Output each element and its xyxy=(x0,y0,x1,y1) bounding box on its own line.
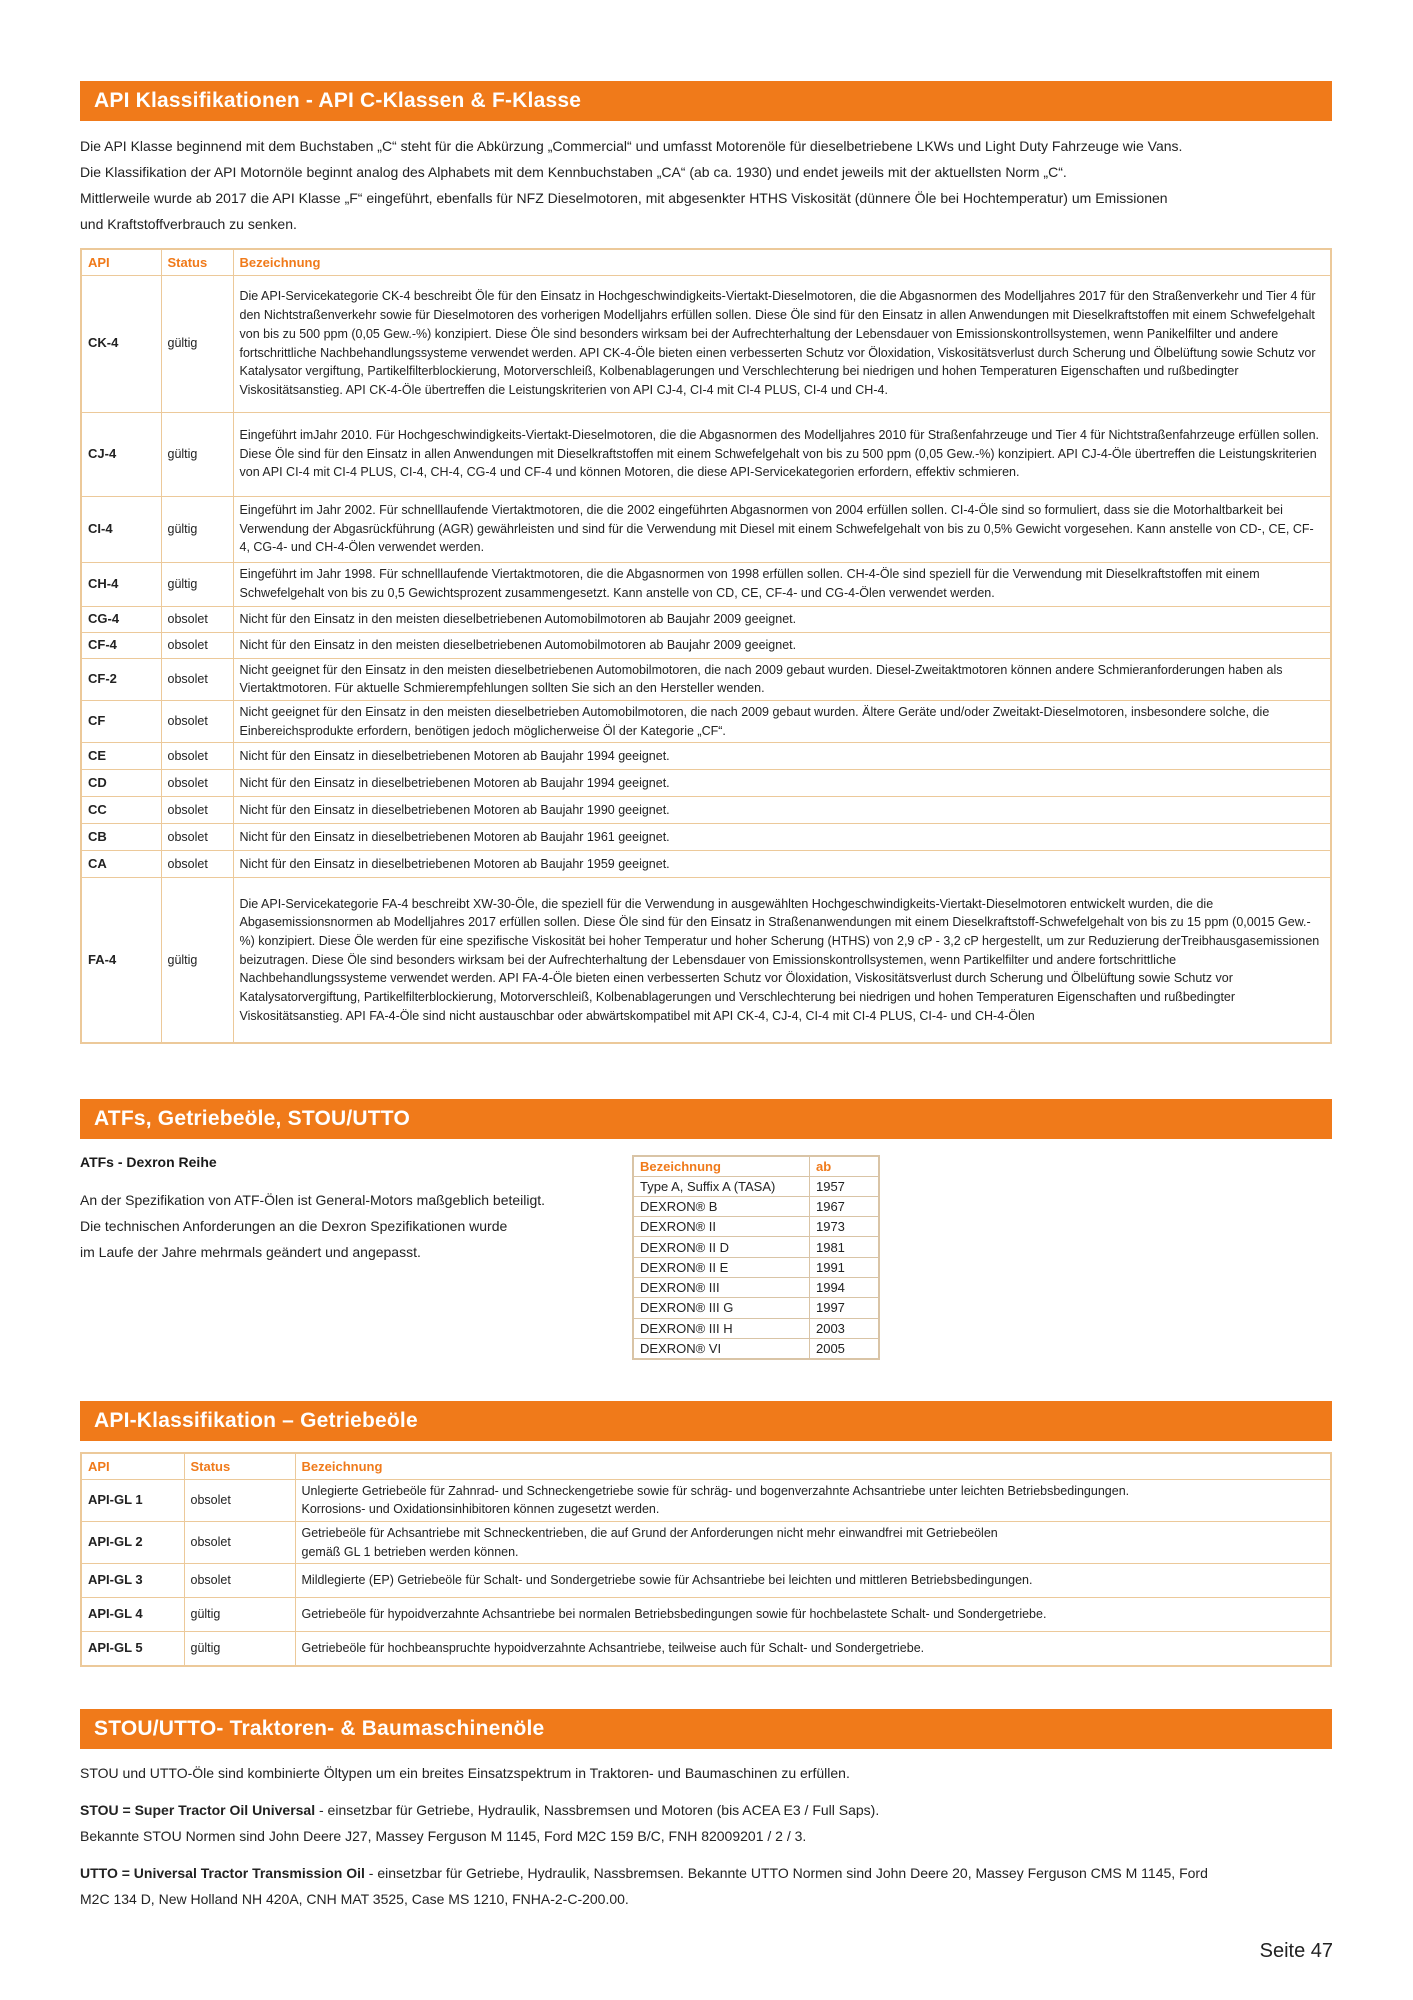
intro-line: Die API Klasse beginnend mit dem Buchstaben „C“ steht für die Abkürzung „Commercial“ und umfasst Motorenöle für dieselbetriebene LKWs und Light Duty Fahrzeuge wie Vans. xyxy=(80,138,1183,154)
api-code: CA xyxy=(81,851,161,878)
table-row xyxy=(81,1479,1331,1521)
description-cell: Getriebeöle für hypoidverzahnte Achsantriebe bei normalen Betriebsbedingungen sowie für hochbelastete Schalt- und Sondergetriebe. xyxy=(295,1598,1331,1632)
api-code: CE xyxy=(81,743,161,770)
table-row xyxy=(81,797,1331,824)
description-cell: Mildlegierte (EP) Getriebeöle für Schalt- und Sondergetriebe sowie für Achsantriebe bei leichten und mittleren Betriebsbedingungen. xyxy=(295,1564,1331,1598)
dexron-year: 1994 xyxy=(809,1277,879,1297)
stou-utto-content xyxy=(80,1760,1332,1912)
table-row xyxy=(81,562,1331,606)
status-cell: gültig xyxy=(161,878,233,1043)
status-cell: obsolet xyxy=(161,797,233,824)
description-cell: Nicht für den Einsatz in dieselbetriebenen Motoren ab Baujahr 1990 geeignet. xyxy=(233,797,1331,824)
api-code: API-GL 2 xyxy=(81,1521,184,1563)
description-cell: Nicht für den Einsatz in dieselbetriebenen Motoren ab Baujahr 1961 geeignet. xyxy=(233,824,1331,851)
status-cell: obsolet xyxy=(161,632,233,658)
utto-usage: - einsetzbar für Getriebe, Hydraulik, Nassbremsen. Bekannte UTTO Normen sind John Deere 20, Massey Ferguson CMS M 1145, Ford xyxy=(364,1865,1208,1881)
description-cell xyxy=(295,1521,1331,1563)
description-cell: Die API-Servicekategorie FA-4 beschreibt XW-30-Öle, die speziell für die Verwendung in ausgewählten Hochgeschwindigkeits-Viertakt-Dieselmotoren entwickelt wurden, die die Abgasemissionsnormen ab Modelljahres 2017 erfüllen sollen. Diese Öle sind für den Einsatz in Straßenanwendungen mit einem Dieselkraftstoff-Schwefelgehalt von bis zu 15 ppm (0,0015 Gew.-%) konzipiert. Diese Öle werden für eine spezifische Viskosität bei hoher Temperatur und hoher Scherung (HTHS) von 2,9 cP - 3,2 cP hergestellt, um zur Reduzierung derTreibhausgasemissionen beizutragen. Diese Öle sind besonders wirksam bei der Aufrechterhaltung der Lebensdauer von Emissionskontrollsystemen, wenn Partikelfilter und andere fortschrittliche Nachbehandlungssysteme verwendet werden. API FA-4-Öle bieten einen verbesserten Schutz vor Öloxidation, Viskositätsverlust durch Scherung und Ölbelüftung sowie Schutz vor Katalysatorvergiftung, Partikelfilterblockierung, Motorverschleiß, Kolbenablagerungen und Verschlechterung bei niedrigen und hohen Temperaturen Eigenschaften und rußbedingter Viskositätsanstieg. API FA-4-Öle sind nicht austauschbar oder abwärtskompatibel mit API CK-4, CJ-4, CI-4 mit CI-4 PLUS, CI-4- und CH-4-Ölen xyxy=(233,878,1331,1043)
table-row xyxy=(81,412,1331,496)
table-row xyxy=(81,1521,1331,1563)
dexron-name: DEXRON® III H xyxy=(633,1318,809,1338)
api-code: CD xyxy=(81,770,161,797)
table-header-row xyxy=(633,1156,879,1176)
section-title-stou-utto: STOU/UTTO- Traktoren- & Baumaschinenöle xyxy=(80,1709,1332,1749)
section-title-atf: ATFs, Getriebeöle, STOU/UTTO xyxy=(80,1099,1332,1139)
stou-definition: STOU = Super Tractor Oil Universal xyxy=(80,1802,316,1818)
status-cell: gültig xyxy=(161,562,233,606)
table-row xyxy=(633,1338,879,1359)
column-header: Bezeichnung xyxy=(295,1453,1331,1479)
table-row xyxy=(81,700,1331,742)
table-header-row xyxy=(81,1453,1331,1479)
dexron-year: 1973 xyxy=(809,1217,879,1237)
column-header: Bezeichnung xyxy=(633,1156,809,1176)
atf-subtitle: ATFs - Dexron Reihe xyxy=(80,1154,217,1170)
column-header: API xyxy=(81,1453,184,1479)
description-line: gemäß GL 1 betrieben werden können. xyxy=(301,1544,519,1559)
description-cell: Nicht geeignet für den Einsatz in den meisten dieselbetrieben Automobilmotoren, die nach 2009 gebaut wurden. Ältere Geräte und/oder Zweitakt-Dieselmotoren, insbesondere solche, die Einbereichsprodukte erfordern, benötigen jedoch möglicherweise Öl der Kategorie „CF“. xyxy=(233,700,1331,742)
table-row xyxy=(81,1564,1331,1598)
atf-text-line: im Laufe der Jahre mehrmals geändert und angepasst. xyxy=(80,1244,421,1260)
status-cell: obsolet xyxy=(161,658,233,700)
api-code: CC xyxy=(81,797,161,824)
table-row xyxy=(81,606,1331,632)
description-line: Unlegierte Getriebeöle für Zahnrad- und Schneckengetriebe sowie für schräg- und bogenverzahnte Achsantriebe unter leichten Betriebsbedingungen. xyxy=(301,1483,1130,1498)
table-row xyxy=(633,1298,879,1318)
table-row xyxy=(81,275,1331,412)
status-cell: gültig xyxy=(161,412,233,496)
table-row xyxy=(81,1632,1331,1666)
getriebeoele-table xyxy=(80,1452,1332,1667)
dexron-year: 1981 xyxy=(809,1237,879,1257)
dexron-table xyxy=(632,1155,880,1360)
atf-text xyxy=(80,1187,620,1265)
api-code: CK-4 xyxy=(81,275,161,412)
api-code: CJ-4 xyxy=(81,412,161,496)
description-cell: Nicht geeignet für den Einsatz in den meisten dieselbetriebenen Automobilmotoren, die nach 2009 gebaut wurden. Diesel-Zweitaktmotoren können andere Schmieranforderungen haben als Viertaktmotoren. Für aktuelle Schmierempfehlungen sollten Sie sich an den Hersteller wenden. xyxy=(233,658,1331,700)
intro-line: und Kraftstoffverbrauch zu senken. xyxy=(80,216,297,232)
api-code: API-GL 3 xyxy=(81,1564,184,1598)
table-row xyxy=(81,770,1331,797)
dexron-year: 1957 xyxy=(809,1176,879,1196)
status-cell: obsolet xyxy=(161,743,233,770)
api-code: API-GL 5 xyxy=(81,1632,184,1666)
dexron-name: DEXRON® II xyxy=(633,1217,809,1237)
description-cell: Nicht für den Einsatz in den meisten dieselbetriebenen Automobilmotoren ab Baujahr 2009 geeignet. xyxy=(233,632,1331,658)
column-header: API xyxy=(81,249,161,275)
section-title-api-c-klassen: API Klassifikationen - API C-Klassen & F-Klasse xyxy=(80,81,1332,121)
description-line: Korrosions- und Oxidationsinhibitoren können zugesetzt werden. xyxy=(301,1502,660,1517)
description-cell: Nicht für den Einsatz in dieselbetriebenen Motoren ab Baujahr 1994 geeignet. xyxy=(233,770,1331,797)
description-cell: Eingeführt im Jahr 1998. Für schnelllaufende Viertaktmotoren, die die Abgasnormen von 1998 erfüllen sollen. CH-4-Öle sind speziell für die Verwendung mit Dieselkraftstoffen mit einem Schwefelgehalt von bis zu 0,5 Gewichtsprozent zusammengesetzt. Kann anstelle von CD, CE, CF-4- und CG-4-Ölen verwendet werden. xyxy=(233,562,1331,606)
table-row xyxy=(81,1598,1331,1632)
table-row xyxy=(633,1237,879,1257)
api-code: CF xyxy=(81,700,161,742)
table-row xyxy=(633,1257,879,1277)
column-header: Status xyxy=(184,1453,295,1479)
dexron-year: 1991 xyxy=(809,1257,879,1277)
intro-line: Die Klassifikation der API Motornöle beginnt analog des Alphabets mit dem Kennbuchstaben „CA“ (ab ca. 1930) und endet jeweils mit der aktuellsten Norm „C“. xyxy=(80,164,1067,180)
api-code: CF-2 xyxy=(81,658,161,700)
table-row xyxy=(81,496,1331,562)
table-row xyxy=(81,851,1331,878)
status-cell: gültig xyxy=(184,1632,295,1666)
api-code: CF-4 xyxy=(81,632,161,658)
table-row xyxy=(633,1277,879,1297)
table-row xyxy=(633,1217,879,1237)
atf-text-line: An der Spezifikation von ATF-Ölen ist General-Motors maßgeblich beteiligt. xyxy=(80,1192,546,1208)
api-code: CB xyxy=(81,824,161,851)
api-code: API-GL 1 xyxy=(81,1479,184,1521)
section1-intro xyxy=(80,133,1332,237)
table-row xyxy=(81,878,1331,1043)
description-cell xyxy=(295,1479,1331,1521)
description-cell: Eingeführt imJahr 2010. Für Hochgeschwindigkeits-Viertakt-Dieselmotoren, die die Abgasnormen des Modelljahres 2010 für Straßenfahrzeuge und Tier 4 für Nichtstraßenfahrzeuge erfüllen sollen. Diese Öle sind für den Einsatz in allen Anwendungen mit Dieselkraftstoffen mit einem Schwefelgehalt von bis zu 500 ppm (0,05 Gew.-%) konzipiert. API CJ-4-Öle übertreffen die Leistungskriterien von API CI-4 mit CI-4 PLUS, CI-4, CH-4, CG-4 und CF-4 und können Motoren, die diese API-Servicekategorien erfordern, effektiv schmieren. xyxy=(233,412,1331,496)
dexron-name: DEXRON® II E xyxy=(633,1257,809,1277)
status-cell: obsolet xyxy=(184,1564,295,1598)
api-code: CI-4 xyxy=(81,496,161,562)
api-code: API-GL 4 xyxy=(81,1598,184,1632)
description-cell: Die API-Servicekategorie CK-4 beschreibt Öle für den Einsatz in Hochgeschwindigkeits-Viertakt-Dieselmotoren, die die Abgasnormen des Modelljahres 2017 für den Straßenverkehr und Tier 4 für den Nichtstraßenverkehr sowie für Dieselmotoren des vorherigen Modelljahrs erfüllen sollen. Diese Öle sind für den Einsatz in allen Anwendungen mit Dieselkraftstoffen mit einem Schwefelgehalt von bis zu 500 ppm (0,05 Gew.-%) konzipiert. Diese Öle sind besonders wirksam bei der Aufrechterhaltung der Lebensdauer von Emissionskontrollsystemen, wenn Panikelfilter und andere fortschrittliche Nachbehandlungssysteme verwendet werden. API CK-4-Öle bieten einen verbesserten Schutz vor Öloxidation, Viskositätsverlust durch Scherung und Ölbelüftung sowie Schutz vor Katalysator vergiftung, Partikelfilterblockierung, Motorverschleiß, Kolbenablagerungen und Verschlechterung bei niedrigen und hohen Temperaturen Eigenschaften und rußbedingter Viskositätsanstieg. API CK-4-Öle übertreffen die Leistungskriterien von API CJ-4, CI-4 mit CI-4 PLUS, CI-4 und CH-4. xyxy=(233,275,1331,412)
status-cell: obsolet xyxy=(161,700,233,742)
table-row xyxy=(81,658,1331,700)
dexron-name: Type A, Suffix A (TASA) xyxy=(633,1176,809,1196)
table-row xyxy=(633,1196,879,1216)
dexron-name: DEXRON® III xyxy=(633,1277,809,1297)
status-cell: gültig xyxy=(161,496,233,562)
dexron-name: DEXRON® VI xyxy=(633,1338,809,1359)
status-cell: obsolet xyxy=(184,1479,295,1521)
dexron-year: 2003 xyxy=(809,1318,879,1338)
dexron-name: DEXRON® II D xyxy=(633,1237,809,1257)
description-cell: Eingeführt im Jahr 2002. Für schnelllaufende Viertaktmotoren, die die 2002 eingeführten Abgasnormen von 2004 erfüllen sollen. CI-4-Öle sind so formuliert, dass sie die Motorhaltbarkeit bei Verwendung der Abgasrückführung (AGR) gewährleisten und sind für die Verwendung mit Diesel mit einem Schwefelgehalt von bis zu 0,5% Gewicht vorgesehen. Kann anstelle von CD-, CE, CF-4, CG-4- und CH-4-Ölen verwendet werden. xyxy=(233,496,1331,562)
column-header: ab xyxy=(809,1156,879,1176)
intro-line: Mittlerweile wurde ab 2017 die API Klasse „F“ eingeführt, ebenfalls für NFZ Dieselmotoren, mit abgesenkter HTHS Viskosität (dünnere Öle bei Hochtemperatur) um Emissionen xyxy=(80,190,1168,206)
dexron-name: DEXRON® III G xyxy=(633,1298,809,1318)
table-row xyxy=(81,824,1331,851)
stou-usage: - einsetzbar für Getriebe, Hydraulik, Nassbremsen und Motoren (bis ACEA E3 / Full Saps). xyxy=(315,1802,880,1818)
dexron-name: DEXRON® B xyxy=(633,1196,809,1216)
description-line: Getriebeöle für Achsantriebe mit Schneckentrieben, die auf Grund der Anforderungen nicht mehr einwandfrei mit Getriebeölen xyxy=(301,1525,998,1540)
table-row xyxy=(81,632,1331,658)
status-cell: obsolet xyxy=(161,824,233,851)
column-header: Bezeichnung xyxy=(233,249,1331,275)
api-c-table xyxy=(80,248,1332,1044)
description-cell: Nicht für den Einsatz in den meisten dieselbetriebenen Automobilmotoren ab Baujahr 2009 geeignet. xyxy=(233,606,1331,632)
api-code: CG-4 xyxy=(81,606,161,632)
column-header: Status xyxy=(161,249,233,275)
table-row xyxy=(81,743,1331,770)
stou-norms: Bekannte STOU Normen sind John Deere J27, Massey Ferguson M 1145, Ford M2C 159 B/C, FNH 82009201 / 2 / 3. xyxy=(80,1828,807,1844)
dexron-year: 2005 xyxy=(809,1338,879,1359)
section-title-getriebeoele: API-Klassifikation – Getriebeöle xyxy=(80,1401,1332,1441)
description-cell: Nicht für den Einsatz in dieselbetriebenen Motoren ab Baujahr 1994 geeignet. xyxy=(233,743,1331,770)
stou-intro: STOU und UTTO-Öle sind kombinierte Öltypen um ein breites Einsatzspektrum in Traktoren- und Baumaschinen zu erfüllen. xyxy=(80,1765,850,1781)
status-cell: gültig xyxy=(161,275,233,412)
table-row xyxy=(633,1176,879,1196)
status-cell: obsolet xyxy=(184,1521,295,1563)
atf-text-line: Die technischen Anforderungen an die Dexron Spezifikationen wurde xyxy=(80,1218,508,1234)
api-code: FA-4 xyxy=(81,878,161,1043)
status-cell: obsolet xyxy=(161,770,233,797)
utto-definition: UTTO = Universal Tractor Transmission Oil xyxy=(80,1865,365,1881)
utto-norms: M2C 134 D, New Holland NH 420A, CNH MAT 3525, Case MS 1210, FNHA-2-C-200.00. xyxy=(80,1891,629,1907)
status-cell: obsolet xyxy=(161,606,233,632)
page-number: Seite 47 xyxy=(1259,1940,1333,1962)
status-cell: gültig xyxy=(184,1598,295,1632)
table-row xyxy=(633,1318,879,1338)
dexron-year: 1967 xyxy=(809,1196,879,1216)
description-cell: Getriebeöle für hochbeanspruchte hypoidverzahnte Achsantriebe, teilweise auch für Schalt- und Sondergetriebe. xyxy=(295,1632,1331,1666)
utto-line xyxy=(80,1860,1332,1886)
table-header-row xyxy=(81,249,1331,275)
stou-line xyxy=(80,1797,1332,1823)
description-cell: Nicht für den Einsatz in dieselbetriebenen Motoren ab Baujahr 1959 geeignet. xyxy=(233,851,1331,878)
api-code: CH-4 xyxy=(81,562,161,606)
status-cell: obsolet xyxy=(161,851,233,878)
dexron-year: 1997 xyxy=(809,1298,879,1318)
